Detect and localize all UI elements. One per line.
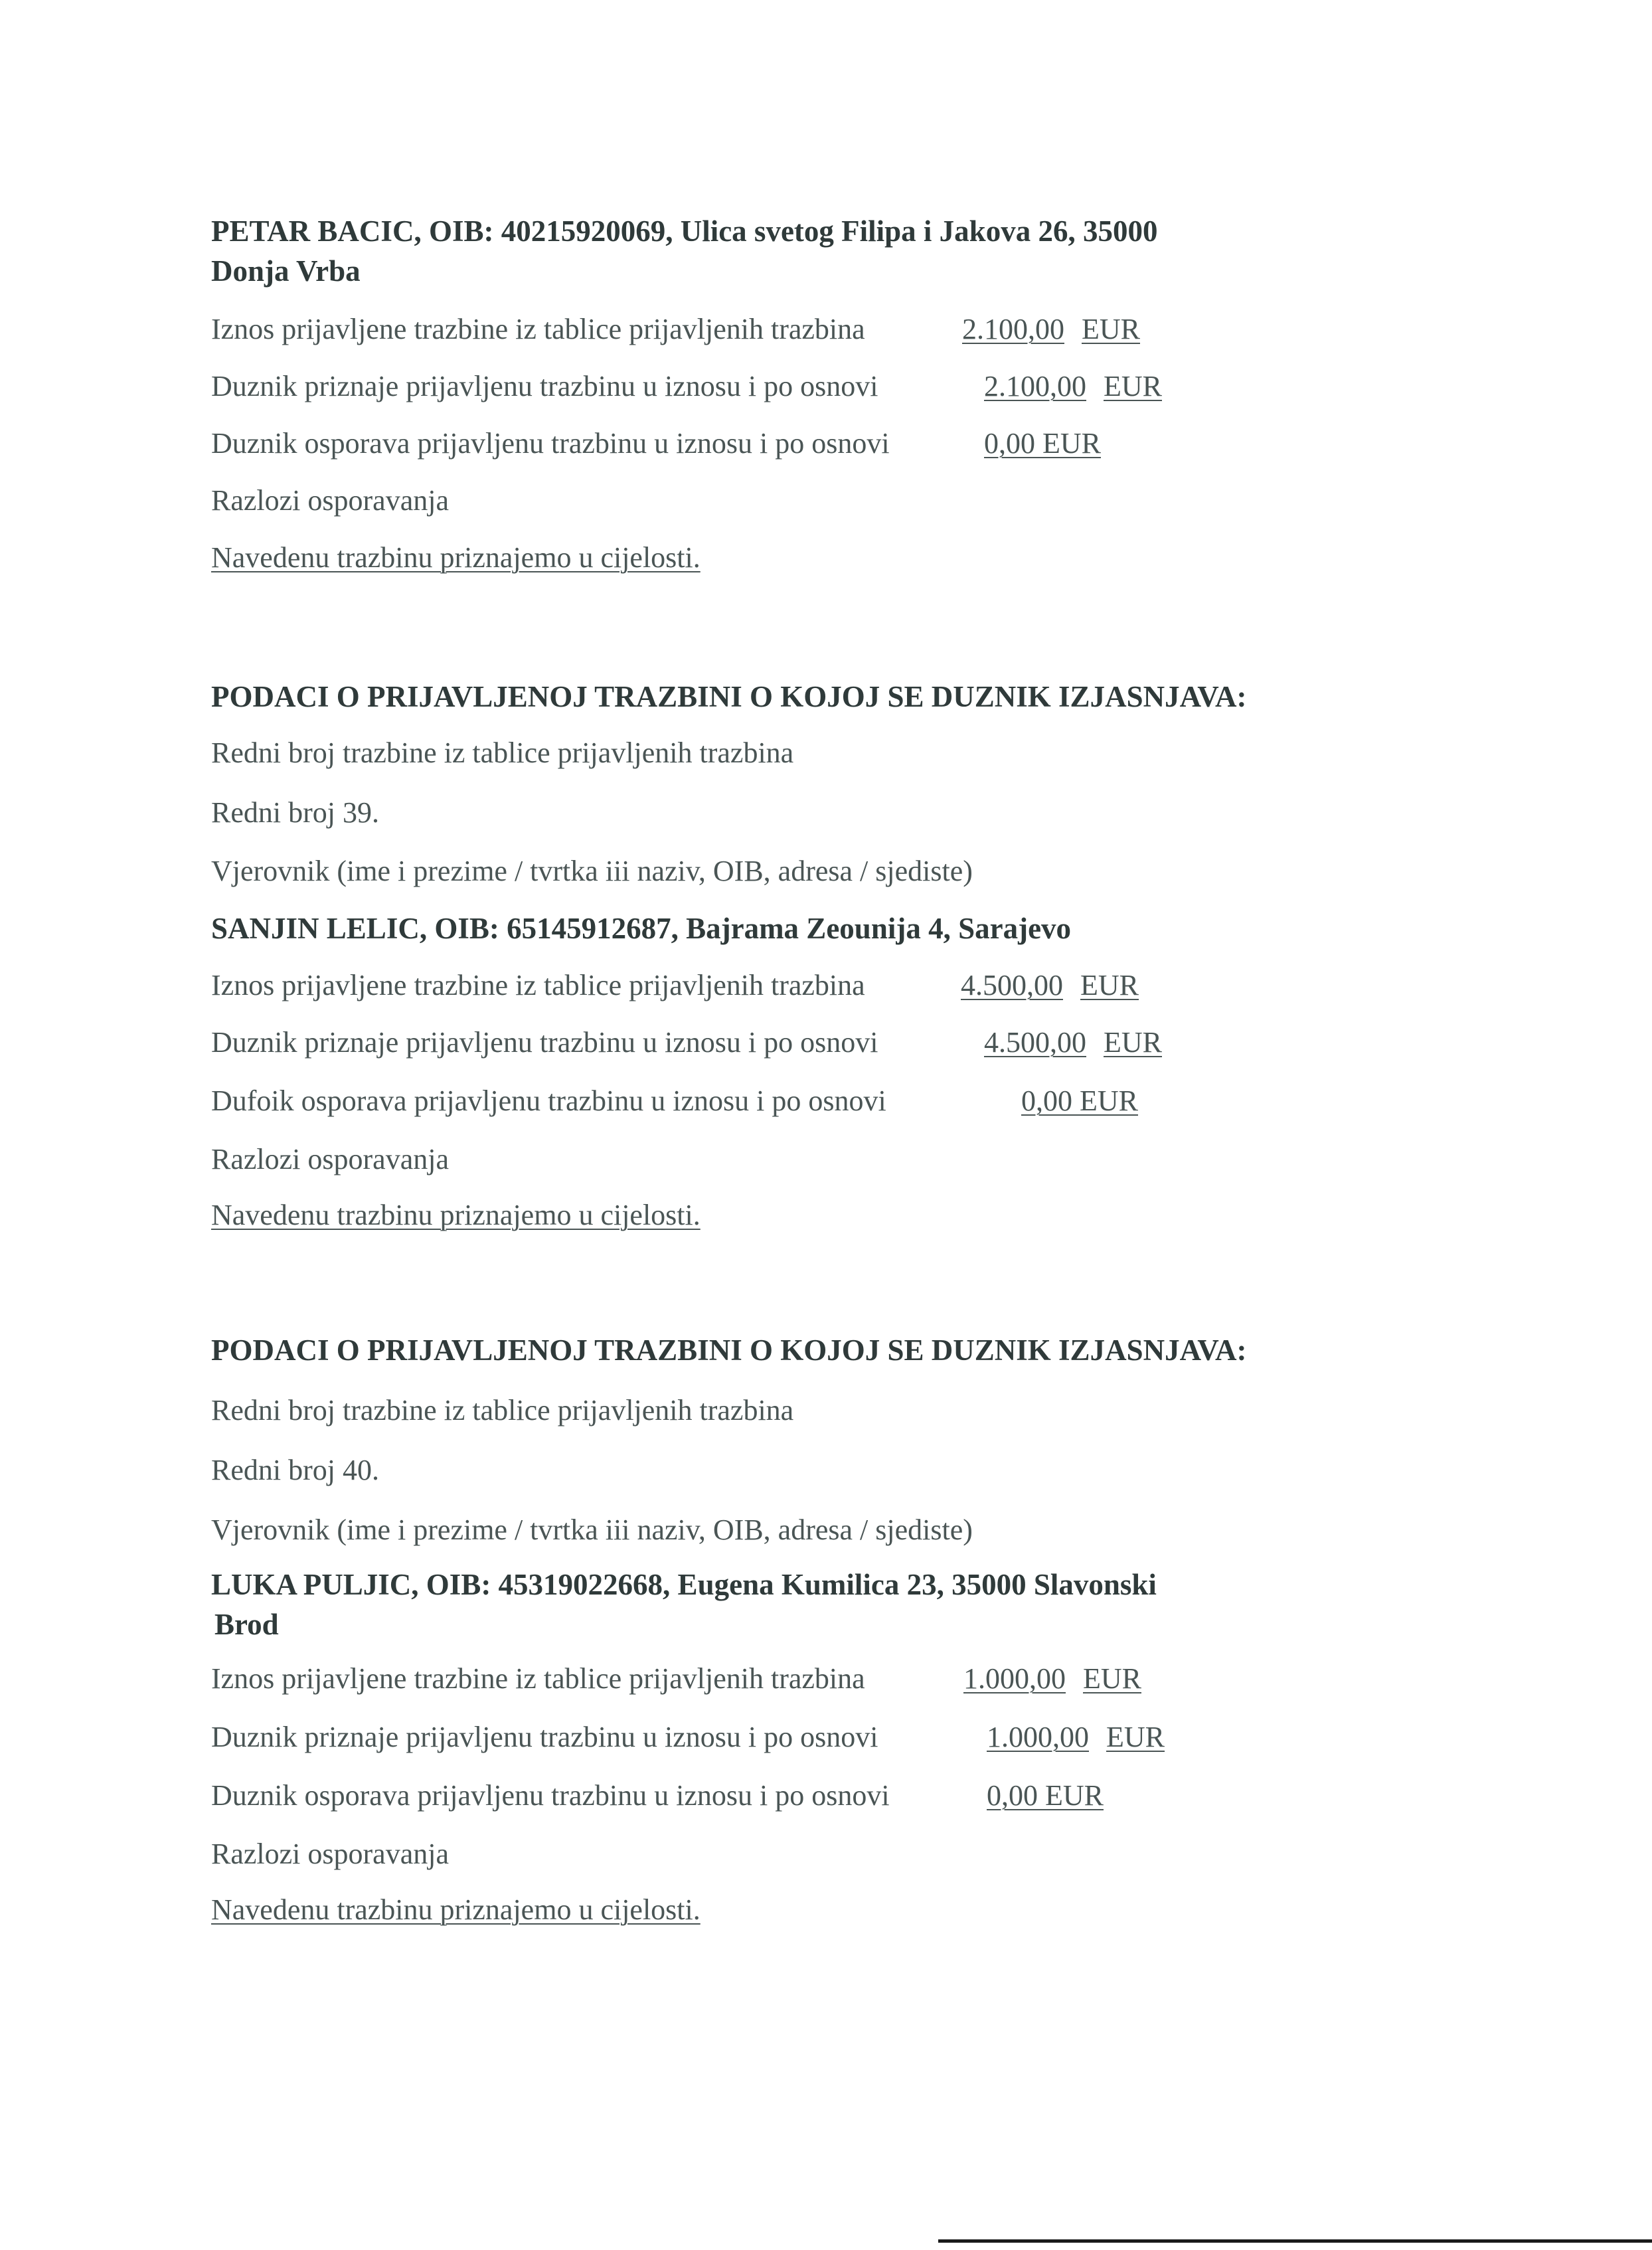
amount: 0,00 EUR [987, 1779, 1104, 1812]
claim-amount-value [961, 968, 1139, 1003]
acknowledged-value [984, 369, 1162, 404]
section-heading: PODACI O PRIJAVLJENOJ TRAZBINI O KOJOJ SE DUZNIK IZJASNJAVA: [211, 1334, 1247, 1367]
dispute-reasons-text: Navedenu trazbinu priznajemo u cijelosti. [211, 1893, 701, 1926]
amount: 0,00 EUR [984, 427, 1101, 460]
creditor-label: Vjerovnik (ime i prezime / tvrtka iii naziv, OIB, adresa / sjediste) [211, 855, 973, 887]
claim-number-label: Redni broj trazbine iz tablice prijavljenih trazbina [211, 1394, 794, 1427]
claim-amount-label: Iznos prijavljene trazbine iz tablice prijavljenih trazbina [211, 969, 865, 1001]
claim-amount-label: Iznos prijavljene trazbine iz tablice prijavljenih trazbina [211, 1662, 865, 1695]
disputed-label: Dufoik osporava prijavljenu trazbinu u iznosu i po osnovi [211, 1084, 886, 1117]
dispute-reasons-label: Razlozi osporavanja [211, 1143, 449, 1175]
claim-amount-value [963, 1662, 1141, 1696]
currency: EUR [1104, 1026, 1162, 1059]
amount: 4.500,00 [961, 969, 1063, 1001]
dispute-reasons-label: Razlozi osporavanja [211, 484, 449, 517]
currency: EUR [1104, 370, 1162, 402]
acknowledged-value [987, 1720, 1165, 1755]
acknowledged-label: Duznik priznaje prijavljenu trazbinu u iznosu i po osnovi [211, 1026, 878, 1059]
disputed-label: Duznik osporava prijavljenu trazbinu u iznosu i po osnovi [211, 1779, 890, 1812]
amount: 2.100,00 [962, 313, 1064, 345]
amount: 1.000,00 [963, 1662, 1066, 1695]
currency: EUR [1082, 313, 1140, 345]
dispute-reasons-label: Razlozi osporavanja [211, 1838, 449, 1870]
claim-number-value: Redni broj 39. [211, 796, 379, 829]
creditor-name-address: SANJIN LELIC, OIB: 65145912687, Bajrama Zeounija 4, Sarajevo [211, 912, 1072, 945]
amount: 2.100,00 [984, 370, 1086, 402]
creditor-label: Vjerovnik (ime i prezime / tvrtka iii naziv, OIB, adresa / sjediste) [211, 1514, 973, 1546]
creditor-name-address: LUKA PULJIC, OIB: 45319022668, Eugena Kumilica 23, 35000 Slavonski [211, 1568, 1157, 1601]
claim-number-value: Redni broj 40. [211, 1454, 379, 1486]
creditor-name-address-cont: Donja Vrba [211, 254, 361, 288]
acknowledged-label: Duznik priznaje prijavljenu trazbinu u iznosu i po osnovi [211, 1721, 878, 1753]
disputed-value [987, 1778, 1104, 1813]
currency: EUR [1080, 969, 1139, 1001]
claim-amount-value [962, 312, 1140, 347]
acknowledged-label: Duznik priznaje prijavljenu trazbinu u iznosu i po osnovi [211, 370, 878, 402]
disputed-label: Duznik osporava prijavljenu trazbinu u iznosu i po osnovi [211, 427, 890, 460]
claim-number-label: Redni broj trazbine iz tablice prijavljenih trazbina [211, 736, 794, 769]
dispute-reasons-text: Navedenu trazbinu priznajemo u cijelosti. [211, 1199, 701, 1231]
disputed-value [1021, 1084, 1138, 1118]
acknowledged-value [984, 1025, 1162, 1060]
currency: EUR [1106, 1721, 1165, 1753]
creditor-name-address-cont: Brod [214, 1608, 279, 1641]
amount: 4.500,00 [984, 1026, 1086, 1059]
currency: EUR [1083, 1662, 1141, 1695]
claim-amount-label: Iznos prijavljene trazbine iz tablice prijavljenih trazbina [211, 313, 865, 345]
section-heading: PODACI O PRIJAVLJENOJ TRAZBINI O KOJOJ SE DUZNIK IZJASNJAVA: [211, 680, 1247, 713]
footer-rule [938, 2239, 1652, 2243]
disputed-value [984, 426, 1101, 461]
creditor-name-address: PETAR BACIC, OIB: 40215920069, Ulica svetog Filipa i Jakova 26, 35000 [211, 215, 1158, 248]
amount: 1.000,00 [987, 1721, 1089, 1753]
amount: 0,00 EUR [1021, 1084, 1138, 1117]
dispute-reasons-text: Navedenu trazbinu priznajemo u cijelosti. [211, 541, 701, 574]
